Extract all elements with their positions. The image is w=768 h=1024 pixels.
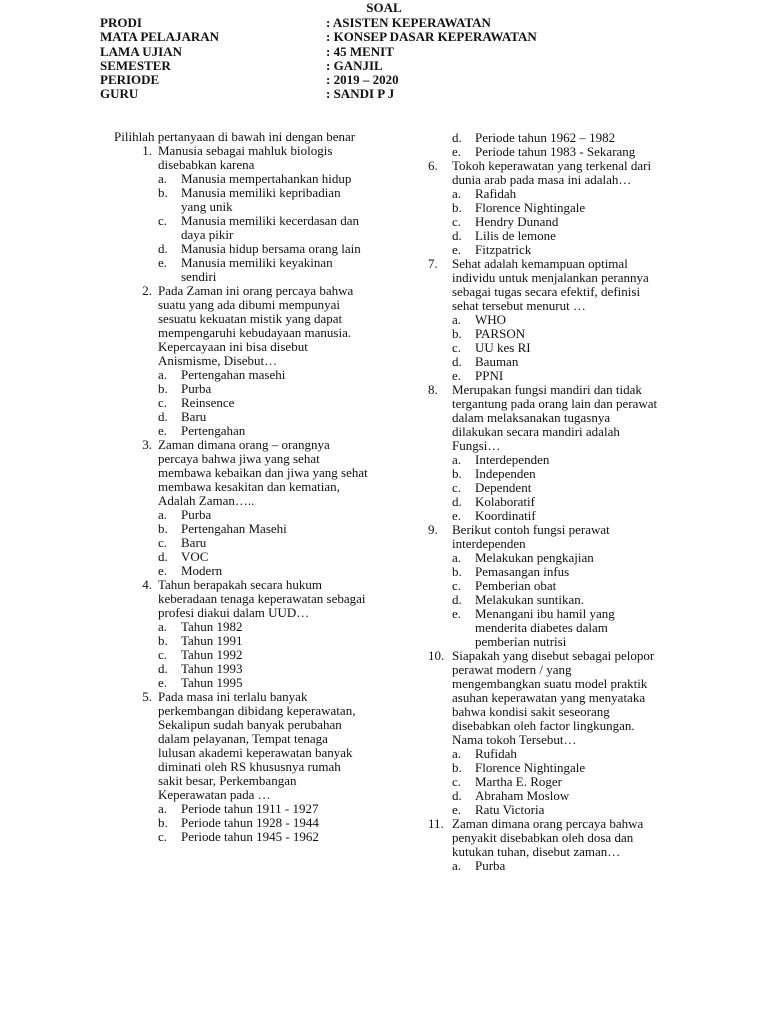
option-list — [452, 313, 660, 383]
header-value: : 2019 – 2020 — [326, 72, 399, 88]
answer-option — [452, 145, 660, 159]
option-letter: a. — [452, 746, 462, 761]
answer-option — [158, 396, 368, 410]
question-item — [428, 523, 660, 649]
header-value: : ASISTEN KEPERAWATAN — [326, 15, 491, 30]
option-letter: b. — [158, 185, 168, 200]
answer-option — [452, 313, 660, 327]
answer-option — [158, 410, 368, 424]
option-text: Periode tahun 1928 - 1944 — [181, 815, 319, 830]
question-text: Merupakan fungsi mandiri dan tidak tergantung pada orang lain dan perawat dalam melaksanakan tugasnya dilakukan secara mandiri adalah Fungsi… — [452, 382, 658, 453]
question-item — [114, 690, 368, 844]
option-letter: b. — [158, 633, 168, 648]
document-title: SOAL — [366, 0, 402, 15]
option-letter: b. — [158, 381, 168, 396]
option-letter: a. — [158, 619, 168, 634]
option-text: Purba — [475, 858, 506, 873]
option-text: Manusia mempertahankan hidup — [181, 171, 352, 186]
header-value: : SANDI P J — [326, 86, 395, 102]
question-number: 5. — [142, 689, 152, 704]
option-letter: d. — [452, 228, 462, 243]
option-letter: c. — [452, 480, 462, 495]
option-text: Melakukan suntikan. — [475, 592, 585, 607]
question-item — [114, 284, 368, 438]
question-text: Zaman dimana orang – orangnya percaya bahwa jiwa yang sehat membawa kebaikan dan jiwa yang sehat membawa kesakitan dan kematian, Adalah Zaman….. — [158, 437, 368, 508]
option-letter: a. — [158, 507, 168, 522]
answer-option — [158, 830, 368, 844]
option-text: Manusia hidup bersama orang lain — [181, 241, 361, 256]
question-item — [114, 144, 368, 284]
answer-option — [452, 761, 660, 775]
header-row — [100, 59, 700, 73]
option-letter: e. — [452, 368, 462, 383]
left-column — [114, 130, 368, 844]
option-letter: c. — [158, 535, 168, 550]
option-text: Pertengahan masehi — [181, 367, 286, 382]
answer-option — [452, 747, 660, 761]
option-text: Dependent — [475, 480, 532, 495]
question-number: 9. — [428, 522, 438, 537]
answer-option — [158, 620, 368, 634]
option-letter: d. — [452, 788, 462, 803]
option-letter: b. — [452, 564, 462, 579]
answer-option — [158, 508, 368, 522]
option-letter: c. — [158, 647, 168, 662]
option-letter: a. — [158, 801, 168, 816]
option-text: Tahun 1992 — [181, 647, 243, 662]
option-letter: b. — [452, 760, 462, 775]
answer-option — [158, 802, 368, 816]
header-label: LAMA UJIAN — [100, 43, 182, 59]
option-letter: c. — [158, 213, 168, 228]
option-letter: e. — [452, 144, 462, 159]
option-text: Tahun 1993 — [181, 661, 243, 676]
answer-option — [158, 676, 368, 690]
option-letter: a. — [452, 858, 462, 873]
question-number: 7. — [428, 256, 438, 271]
answer-option — [452, 481, 660, 495]
option-letter: d. — [452, 494, 462, 509]
answer-option — [158, 172, 368, 186]
header-value: : GANJIL — [326, 57, 383, 73]
answer-option — [158, 256, 368, 284]
answer-option — [452, 467, 660, 481]
option-letter: e. — [158, 255, 168, 270]
option-text: Pemasangan infus — [475, 564, 570, 579]
question-text: Siapakah yang disebut sebagai pelopor perawat modern / yang mengembangkan suatu model praktik asuhan keperawatan yang menyataka bahwa kondisi sakit seseorang disebabkan oleh factor lingkungan. Nama tokoh Tersebut… — [452, 648, 655, 747]
option-text: Pertengahan Masehi — [181, 521, 287, 536]
option-letter: b. — [452, 326, 462, 341]
option-list — [452, 453, 660, 523]
answer-option — [452, 565, 660, 579]
option-letter: b. — [158, 521, 168, 536]
option-text: Reinsence — [181, 395, 235, 410]
answer-option — [158, 662, 368, 676]
option-text: Periode tahun 1911 - 1927 — [181, 801, 319, 816]
option-letter: c. — [452, 214, 462, 229]
option-text: Interdependen — [475, 452, 550, 467]
option-text: PARSON — [475, 326, 526, 341]
option-text: Florence Nightingale — [475, 760, 586, 775]
option-text: Periode tahun 1962 – 1982 — [475, 130, 616, 145]
option-text: VOC — [181, 549, 209, 564]
option-text: Melakukan pengkajian — [475, 550, 594, 565]
question-text: Tahun berapakah secara hukum keberadaan tenaga keperawatan sebagai profesi diakui dalam UUD… — [158, 577, 366, 620]
option-letter: d. — [158, 241, 168, 256]
answer-option — [452, 369, 660, 383]
question-item — [428, 649, 660, 817]
answer-option — [452, 551, 660, 565]
answer-option — [452, 453, 660, 467]
option-text: Florence Nightingale — [475, 200, 586, 215]
option-text: Abraham Moslow — [475, 788, 570, 803]
option-text: PPNI — [475, 368, 504, 383]
question-text: Sehat adalah kemampuan optimal individu untuk menjalankan perannya sebagai tugas secara efektif, definisi sehat tersebut menurut … — [452, 256, 649, 313]
header-label: MATA PELAJARAN — [100, 29, 220, 45]
option-letter: d. — [158, 661, 168, 676]
option-text: Purba — [181, 381, 212, 396]
answer-option — [158, 634, 368, 648]
question-text: Manusia sebagai mahluk biologis disebabkan karena — [158, 143, 333, 172]
answer-option — [158, 648, 368, 662]
option-text: Rufidah — [475, 746, 517, 761]
option-text: Manusia memiliki keyakinan sendiri — [181, 255, 333, 284]
option-text: Periode tahun 1945 - 1962 — [181, 829, 319, 844]
option-letter: a. — [158, 171, 168, 186]
option-letter: e. — [452, 508, 462, 523]
option-letter: a. — [158, 367, 168, 382]
option-text: Menangani ibu hamil yang menderita diabetes dalam pemberian nutrisi — [475, 606, 615, 649]
answer-option — [452, 509, 660, 523]
question-item — [428, 257, 660, 383]
option-list — [452, 187, 660, 257]
option-list — [158, 368, 368, 438]
answer-option — [158, 368, 368, 382]
option-list — [452, 859, 660, 873]
option-letter: a. — [452, 452, 462, 467]
option-letter: e. — [158, 675, 168, 690]
option-text: Rafidah — [475, 186, 517, 201]
question-item — [114, 578, 368, 690]
option-list — [158, 620, 368, 690]
question-text: Tokoh keperawatan yang terkenal dari dunia arab pada masa ini adalah… — [452, 158, 652, 187]
question-item — [428, 159, 660, 257]
answer-option — [452, 243, 660, 257]
header-label: PERIODE — [100, 72, 160, 88]
question-item — [428, 817, 660, 873]
question-number: 11. — [428, 816, 444, 831]
answer-option — [452, 229, 660, 243]
question-number: 8. — [428, 382, 438, 397]
option-list — [452, 747, 660, 817]
option-text: Fitzpatrick — [475, 242, 532, 257]
option-text: Manusia memiliki kecerdasan dan daya pikir — [181, 213, 359, 242]
option-text: Pemberian obat — [475, 578, 557, 593]
answer-option — [158, 424, 368, 438]
option-letter: e. — [452, 242, 462, 257]
answer-option — [452, 803, 660, 817]
answer-option — [452, 789, 660, 803]
exam-header — [100, 16, 700, 102]
header-row — [100, 45, 700, 59]
option-text: Periode tahun 1983 - Sekarang — [475, 144, 636, 159]
option-letter: d. — [452, 354, 462, 369]
question-item — [428, 383, 660, 523]
answer-option — [158, 242, 368, 256]
option-letter: d. — [158, 409, 168, 424]
question-number: 1. — [142, 143, 152, 158]
header-label: SEMESTER — [100, 57, 171, 73]
option-text: Baru — [181, 535, 207, 550]
option-letter: e. — [158, 423, 168, 438]
option-text: Tahun 1982 — [181, 619, 243, 634]
header-row — [100, 87, 700, 101]
option-text: UU kes RI — [475, 340, 531, 355]
question-text: Pada masa ini terlalu banyak perkembangan dibidang keperawatan, Sekalipun sudah banyak perubahan dalam pelayanan, Tempat tenaga lulusan akademi keperawatan banyak diminati oleh RS khususnya rumah sakit besar, Perkembangan Keperawatan pada … — [158, 689, 356, 802]
option-list — [452, 551, 660, 649]
option-letter: b. — [158, 815, 168, 830]
answer-option — [158, 564, 368, 578]
answer-option — [452, 775, 660, 789]
answer-option — [158, 214, 368, 242]
header-label: GURU — [100, 86, 139, 102]
option-letter: e. — [452, 606, 462, 621]
option-letter: b. — [452, 466, 462, 481]
answer-option — [158, 186, 368, 214]
answer-option — [452, 341, 660, 355]
header-label: PRODI — [100, 15, 142, 30]
option-list — [158, 172, 368, 284]
question-text: Zaman dimana orang percaya bahwa penyakit disebabkan oleh dosa dan kutukan tuhan, disebut zaman… — [452, 816, 644, 859]
answer-option — [452, 495, 660, 509]
option-text: Independen — [475, 466, 536, 481]
option-text: Baru — [181, 409, 207, 424]
option-text: Hendry Dunand — [475, 214, 559, 229]
answer-option — [452, 131, 660, 145]
header-row — [100, 30, 700, 44]
question-text: Berikut contoh fungsi perawat interdependen — [452, 522, 610, 551]
question-number: 10. — [428, 648, 445, 663]
header-value: : 45 MENIT — [326, 43, 394, 59]
answer-option — [452, 327, 660, 341]
question-text: Pada Zaman ini orang percaya bahwa suatu yang ada dibumi mempunyai sesuatu kekuatan mistik yang dapat mempengaruhi kebudayaan manusia. Kepercayaan ini bisa disebut Anismisme, Disebut… — [158, 283, 354, 368]
option-text: Manusia memiliki kepribadian yang unik — [181, 185, 341, 214]
option-letter: c. — [158, 829, 168, 844]
option-letter: c. — [452, 340, 462, 355]
option-text: Modern — [181, 563, 223, 578]
option-letter: a. — [452, 186, 462, 201]
right-column — [428, 131, 660, 873]
option-letter: e. — [452, 802, 462, 817]
option-letter: c. — [452, 774, 462, 789]
answer-option — [158, 816, 368, 830]
option-letter: d. — [158, 549, 168, 564]
answer-option — [452, 579, 660, 593]
header-value: : KONSEP DASAR KEPERAWATAN — [326, 29, 537, 45]
option-text: WHO — [475, 312, 507, 327]
option-letter: d. — [452, 130, 462, 145]
question-number: 4. — [142, 577, 152, 592]
header-row — [100, 73, 700, 87]
answer-option — [158, 550, 368, 564]
answer-option — [452, 607, 660, 649]
answer-option — [452, 215, 660, 229]
option-text: Tahun 1995 — [181, 675, 243, 690]
question-number: 2. — [142, 283, 152, 298]
option-letter: c. — [158, 395, 168, 410]
answer-option — [452, 187, 660, 201]
option-text: Ratu Victoria — [475, 802, 545, 817]
option-letter: a. — [452, 312, 462, 327]
answer-option — [452, 201, 660, 215]
option-text: Purba — [181, 507, 212, 522]
question-number: 3. — [142, 437, 152, 452]
question-item — [114, 438, 368, 578]
option-text: Kolaboratif — [475, 494, 535, 509]
header-row — [100, 16, 700, 30]
option-letter: c. — [452, 578, 462, 593]
question-5-continued — [428, 131, 660, 159]
option-letter: d. — [452, 592, 462, 607]
option-letter: a. — [452, 550, 462, 565]
option-text: Martha E. Roger — [475, 774, 563, 789]
option-letter: e. — [158, 563, 168, 578]
option-text: Tahun 1991 — [181, 633, 243, 648]
option-text: Lilis de lemone — [475, 228, 556, 243]
option-letter: b. — [452, 200, 462, 215]
answer-option — [452, 593, 660, 607]
answer-option — [452, 355, 660, 369]
answer-option — [452, 859, 660, 873]
option-list — [452, 131, 660, 159]
option-list — [158, 508, 368, 578]
option-text: Bauman — [475, 354, 519, 369]
option-text: Koordinatif — [475, 508, 536, 523]
instructions: Pilihlah pertanyaan di bawah ini dengan benar — [114, 129, 356, 144]
option-text: Pertengahan — [181, 423, 246, 438]
option-list — [158, 802, 368, 844]
answer-option — [158, 522, 368, 536]
question-number: 6. — [428, 158, 438, 173]
answer-option — [158, 382, 368, 396]
answer-option — [158, 536, 368, 550]
